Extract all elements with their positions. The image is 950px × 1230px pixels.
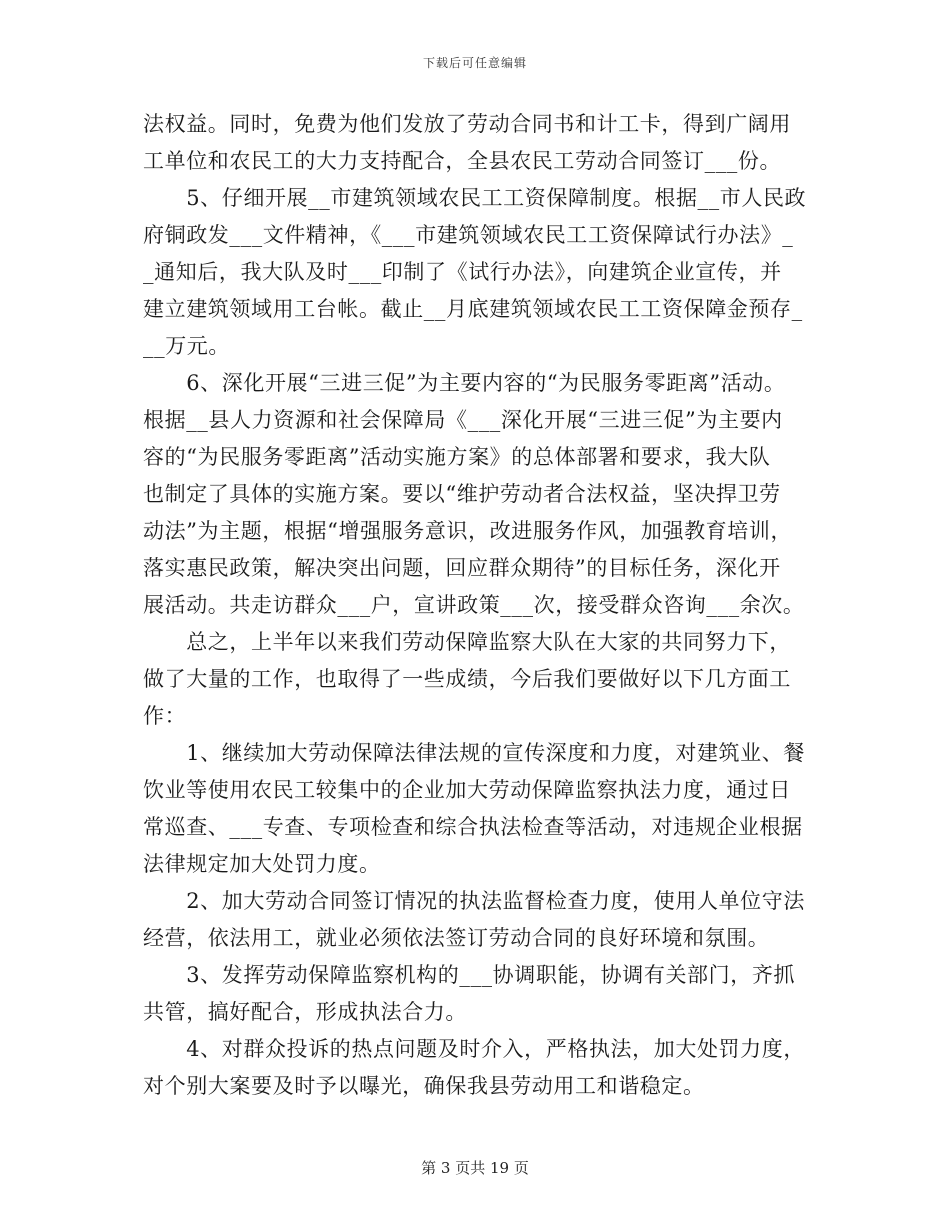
text-line: 1、继续加大劳动保障法律法规的宣传深度和力度，对建筑业、餐 [143,741,805,765]
text-line: 共管，搞好配合，形成执法合力。 [143,1000,467,1024]
text-line: 6、深化开展“三进三促”为主要内容的“为民服务零距离”活动。 [143,371,786,395]
text-line: 总之，上半年以来我们劳动保障监察大队在大家的共同努力下， [143,630,791,654]
text-line: 对个别大案要及时予以曝光，确保我县劳动用工和谐稳定。 [143,1074,705,1098]
text-line: 工单位和农民工的大力支持配合，全县农民工劳动合同签订___份。 [143,149,782,173]
text-line: 府铜政发___文件精神，《___市建筑领域农民工工资保障试行办法》_ [143,223,794,247]
text-line: 落实惠民政策，解决突出问题，回应群众期待”的目标任务，深化开 [143,556,781,580]
page-header: 下载后可任意编辑 [422,56,527,70]
text-line: __万元。 [143,334,230,358]
text-line: 常巡查、___专查、专项检查和综合执法检查等活动，对违规企业根据 [143,815,803,839]
page-footer: 第 3 页共 19 页 [421,1159,529,1177]
text-line: 也制定了具体的实施方案。要以“维护劳动者合法权益，坚决捍卫劳 [143,482,781,506]
text-line: 作： [143,704,187,728]
text-line: 展活动。共走访群众___户，宣讲政策___次，接受群众咨询___余次。 [143,593,805,617]
text-line: 经营，依法用工，就业必须依法签订劳动合同的良好环境和氛围。 [143,926,770,950]
text-line: 饮业等使用农民工较集中的企业加大劳动保障监察执法力度，通过日 [143,778,791,802]
text-line: 动法”为主题，根据“增强服务意识，改进服务作风，加强教育培训， [143,519,793,543]
text-line: 法权益。同时，免费为他们发放了劳动合同书和计工卡，得到广阔用 [143,112,791,136]
document-body [143,106,811,1105]
text-line: 容的“为民服务零距离”活动实施方案》的总体部署和要求，我大队 [143,445,771,469]
text-line: 做了大量的工作，也取得了一些成绩，今后我们要做好以下几方面工 [143,667,791,691]
text-line: 建立建筑领域用工台帐。截止__月底建筑领域农民工工资保障金预存_ [143,297,803,321]
text-line: 4、对群众投诉的热点问题及时介入，严格执法，加大处罚力度， [143,1037,805,1061]
text-line: 法律规定加大处罚力度。 [143,852,381,876]
text-line: 5、仔细开展__市建筑领域农民工工资保障制度。根据__市人民政 [143,186,807,210]
text-line: _通知后，我大队及时___印制了《试行办法》，向建筑企业宣传，并 [143,260,782,284]
text-line: 根据__县人力资源和社会保障局《___深化开展“三进三促”为主要内 [143,408,783,432]
text-line: 3、发挥劳动保障监察机构的___协调职能，协调有关部门，齐抓 [143,963,796,987]
text-line: 2、加大劳动合同签订情况的执法监督检查力度，使用人单位守法 [143,889,805,913]
